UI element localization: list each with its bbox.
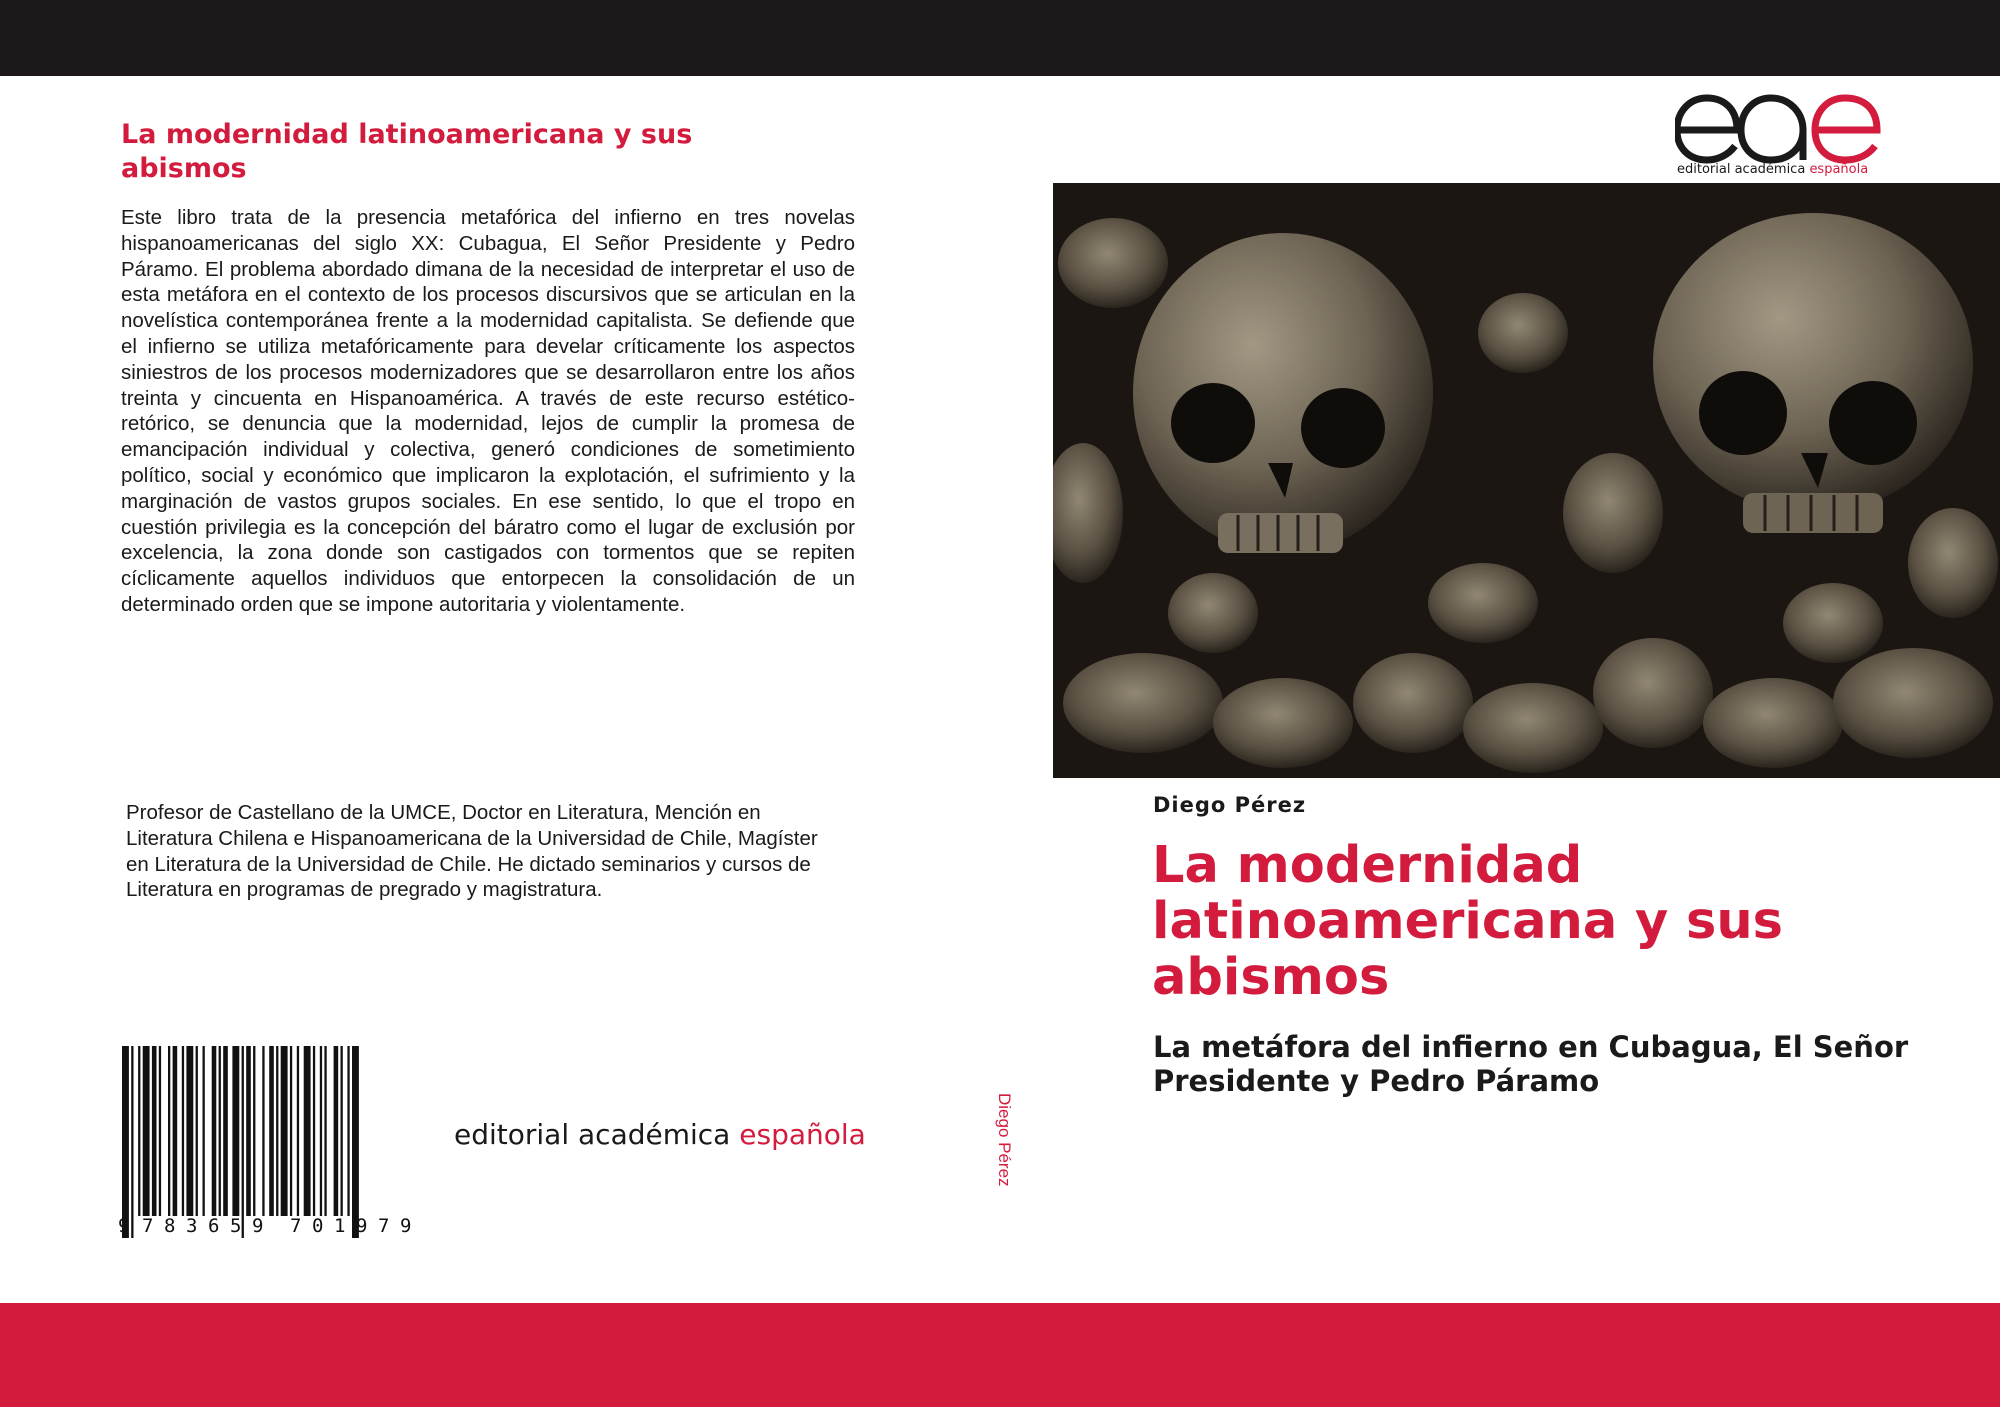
barcode-bar	[320, 1046, 322, 1216]
barcode-bar	[159, 1046, 161, 1216]
logo-caption-accent: española	[1809, 162, 1869, 177]
isbn-digit: 9	[400, 1215, 412, 1237]
isbn-digit: 1	[334, 1215, 346, 1237]
front-cover-title: La modernidad latinoamericana y sus abismos	[1152, 836, 1784, 1007]
barcode-bar	[341, 1046, 343, 1216]
barcode-bar	[173, 1046, 178, 1216]
barcode-bar	[324, 1046, 326, 1216]
front-author: Diego Pérez	[1153, 793, 1307, 817]
logo-caption	[1677, 162, 1868, 177]
barcode-bar	[352, 1046, 359, 1238]
barcode-bar	[290, 1046, 292, 1216]
isbn-digit: 7	[142, 1215, 154, 1237]
author-bio: Profesor de Castellano de la UMCE, Doctor en Literatura, Mención en Literatura Chilena e Hispanoamericana de la Universidad de Chile, Magíster en Literatura de la Universidad de Chile. He dictado seminarios y cursos de Literatura en programas de pregrado y magistratura.	[126, 801, 818, 902]
isbn-digit: 9	[118, 1215, 130, 1237]
isbn-digit: 3	[186, 1215, 198, 1237]
isbn-digit: 5	[230, 1215, 242, 1237]
back-publisher-name	[454, 1118, 866, 1151]
spine-author: Diego Pérez	[995, 1093, 1014, 1187]
logo-caption-main: editorial académica	[1677, 162, 1810, 177]
barcode-bar	[276, 1046, 278, 1216]
barcode-bar	[281, 1046, 288, 1216]
top-dark-band	[0, 0, 2000, 76]
cover-photo-skulls	[1053, 183, 2000, 778]
back-cover-blurb: Este libro trata de la presencia metafórica del infierno en tres novelas hispanoamericanas del siglo XX: Cubagua, El Señor Presidente y Pedro Páramo. El problema abordado dimana de la necesidad de interpretar el uso de esta metáfora en el contexto de los procesos discursivos que se articulan en la novelística contemporánea frente a la modernidad capitalista. Se defiende que el infierno se utiliza metafóricamente para develar críticamente los aspectos siniestros de los procesos modernizadores que se desarrollaron entre los años treinta y cincuenta en Hispanoamérica. A través de este recurso estético-retórico, se denuncia que la modernidad, lejos de cumplir la promesa de emancipación individual y colectiva, generó condiciones de sometimiento político, social y económico que implicaron la explotación, el sufrimiento y la marginación de vastos grupos sociales. En ese sentido, lo que el tropo en cuestión privilegia es la concepción del báratro como el lugar de exclusión por excelencia, la zona donde son castigados con tormentos que se repiten cíclicamente aquellos individuos que entorpecen la consolidación de un determinado orden que se impone autoritaria y violentamente.	[121, 206, 855, 616]
isbn-digit: 9	[356, 1215, 368, 1237]
isbn-digit: 0	[312, 1215, 324, 1237]
publisher-name-main: editorial académica	[454, 1118, 740, 1151]
barcode-bar	[304, 1046, 311, 1216]
bottom-red-band	[0, 1303, 2000, 1407]
barcode-bar	[246, 1046, 251, 1216]
isbn-digit: 6	[208, 1215, 220, 1237]
barcode-bar	[196, 1046, 198, 1216]
barcode-bar	[334, 1046, 339, 1216]
barcode-bar	[152, 1046, 157, 1216]
barcode-bar	[313, 1046, 315, 1216]
publisher-name-accent: española	[739, 1118, 866, 1151]
barcode-bar	[297, 1046, 299, 1216]
barcode-bar	[347, 1046, 349, 1216]
barcode-bar	[122, 1046, 129, 1238]
barcode-bar	[131, 1046, 133, 1238]
barcode-bar	[232, 1046, 239, 1216]
front-cover-subtitle: La metáfora del infierno en Cubagua, El Señor Presidente y Pedro Páramo	[1153, 1030, 1909, 1098]
barcode-bar	[262, 1046, 264, 1216]
isbn-digit: 9	[252, 1215, 264, 1237]
barcode-bar	[182, 1046, 184, 1216]
barcode-bar	[186, 1046, 193, 1216]
barcode-bar	[223, 1046, 228, 1216]
barcode-bar	[219, 1046, 221, 1216]
barcode-bar	[253, 1046, 255, 1216]
barcode-bar	[203, 1046, 205, 1216]
isbn-digits	[118, 1215, 448, 1241]
barcode-bar	[138, 1046, 140, 1216]
back-cover-title: La modernidad latinoamericana y sus abismos	[121, 119, 693, 184]
isbn-digit: 7	[290, 1215, 302, 1237]
isbn-digit: 8	[164, 1215, 176, 1237]
barcode-bar	[269, 1046, 274, 1216]
barcode-bar	[143, 1046, 150, 1216]
isbn-barcode	[122, 1046, 440, 1238]
barcode-bar	[168, 1046, 170, 1216]
barcode-bar	[212, 1046, 217, 1216]
isbn-digit: 7	[378, 1215, 390, 1237]
barcode-bar	[242, 1046, 244, 1238]
